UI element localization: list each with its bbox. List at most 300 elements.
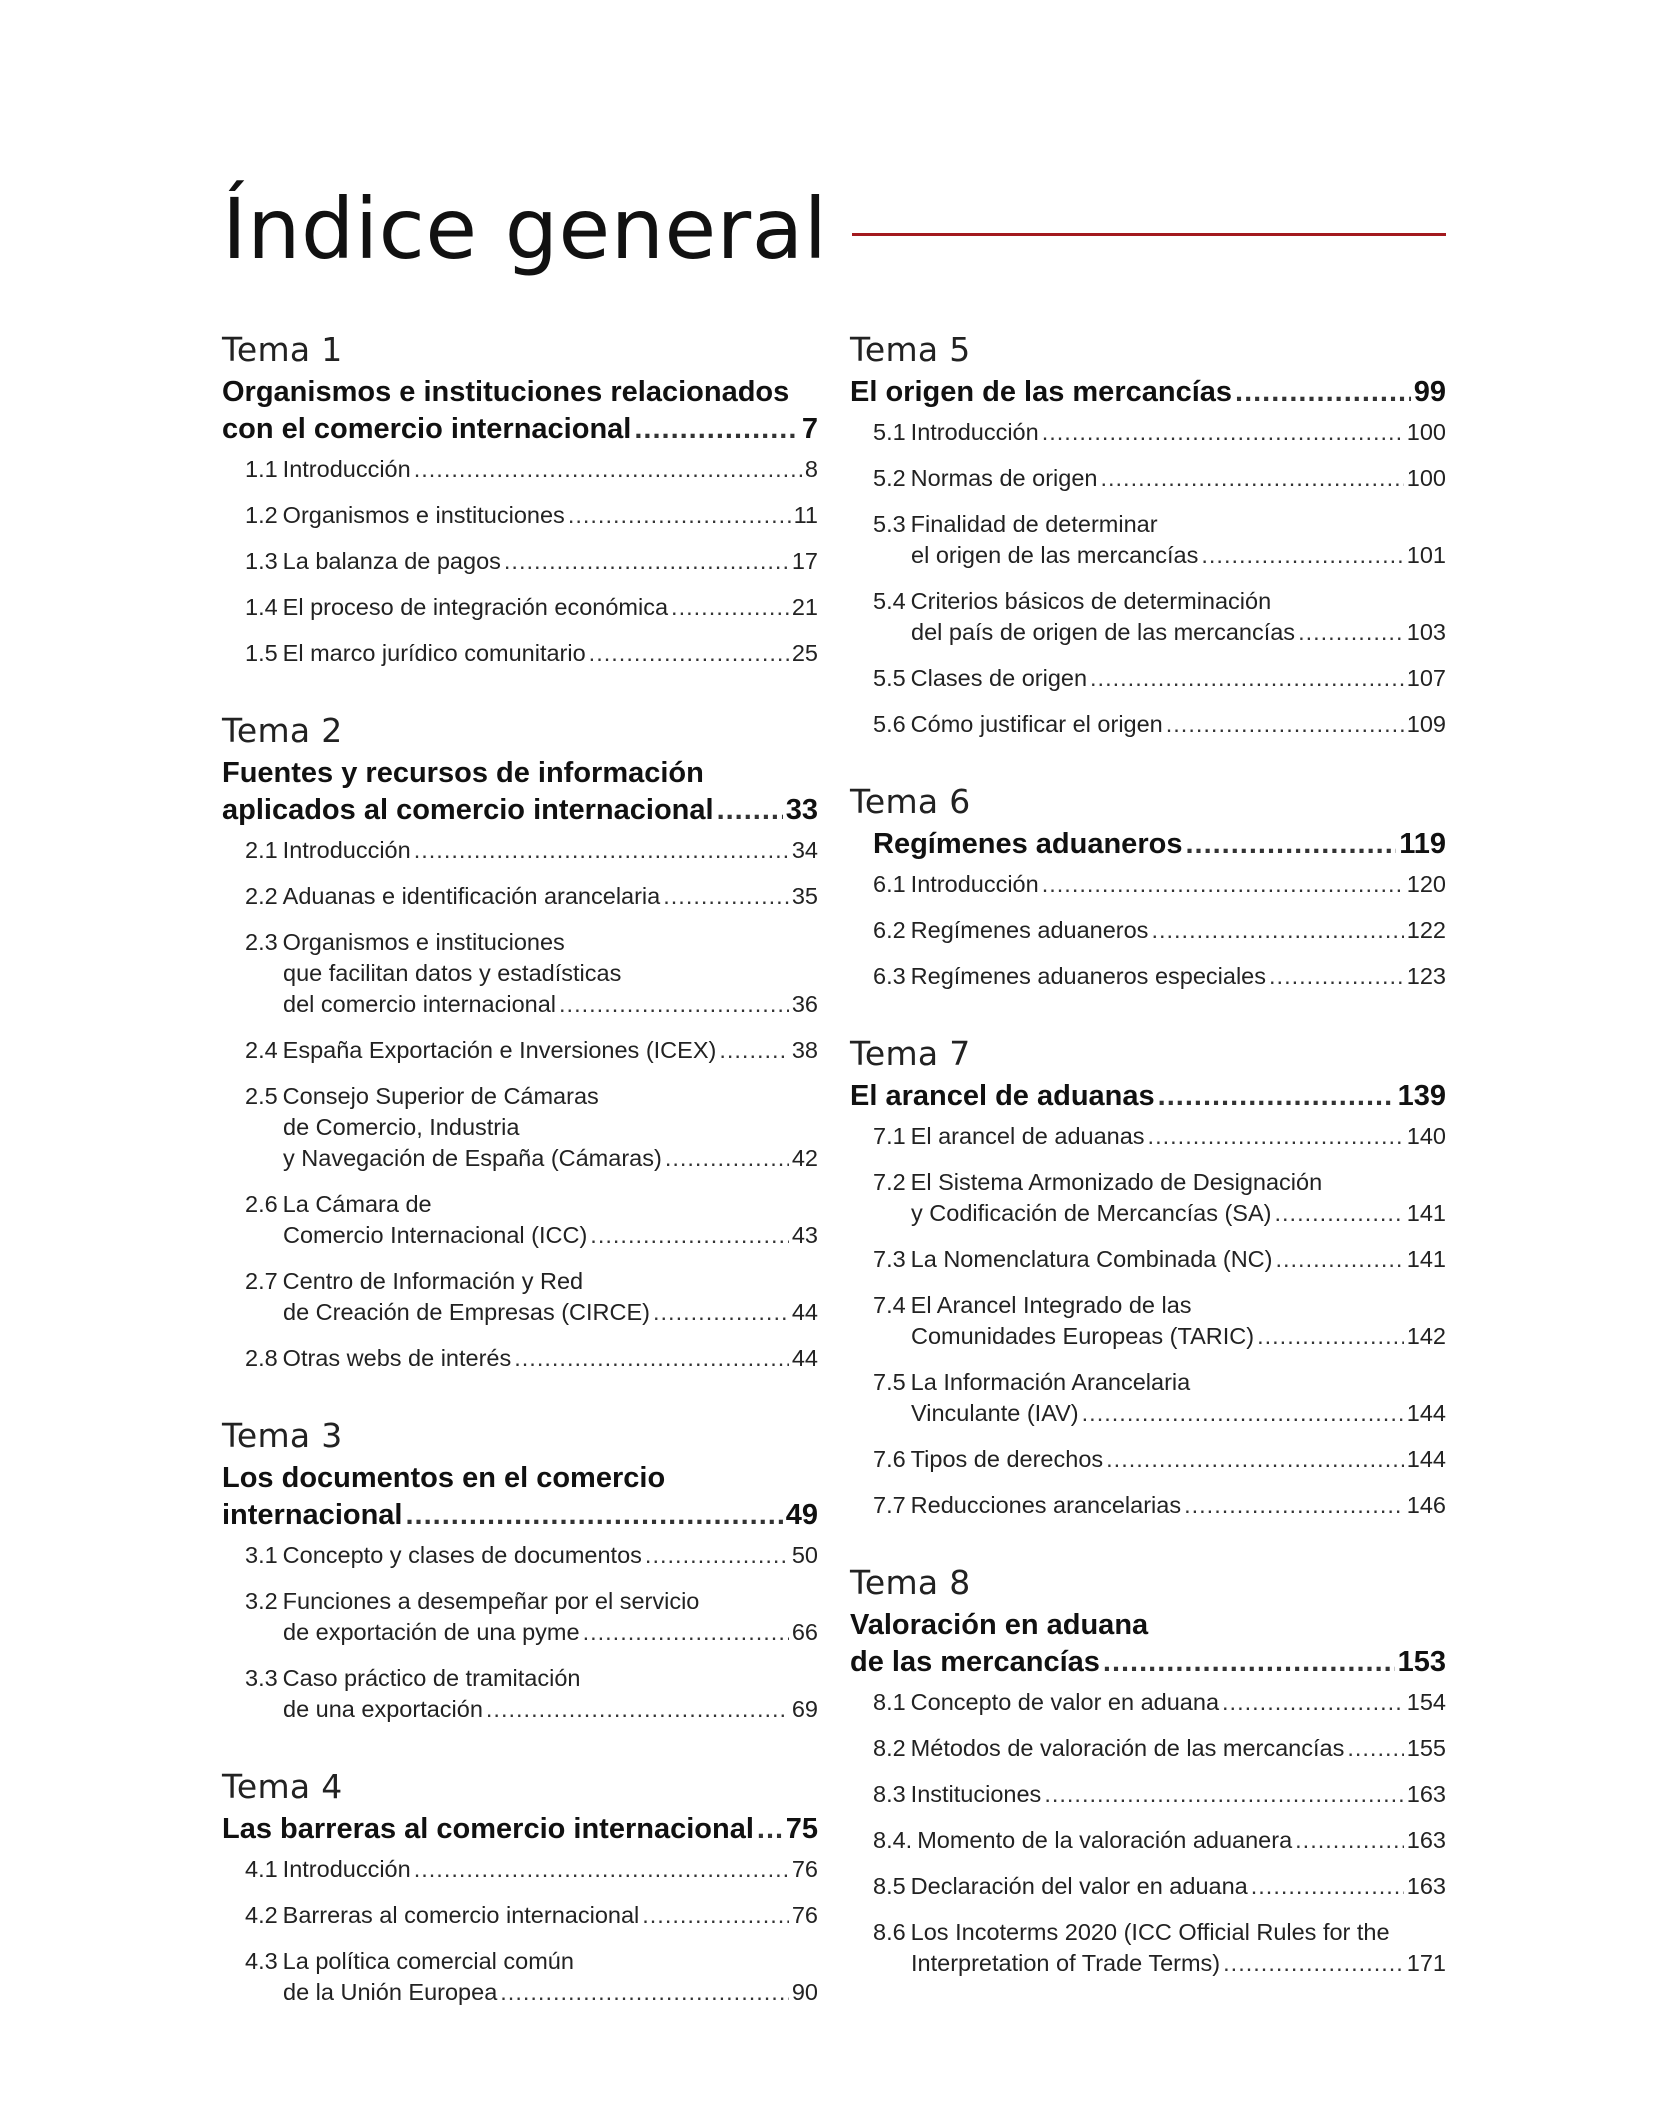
toc-entry-line <box>245 1663 818 1694</box>
toc-entry[interactable] <box>222 1343 818 1374</box>
toc-entry[interactable] <box>222 592 818 623</box>
entry-number: 1.4 <box>245 594 278 620</box>
entry-page-number: 146 <box>1406 1492 1446 1518</box>
dot-leader <box>1295 1825 1404 1856</box>
toc-entry[interactable] <box>850 1167 1446 1229</box>
dot-leader <box>486 1694 789 1725</box>
entry-page-number: 122 <box>1406 917 1446 943</box>
entry-number: 7.4 <box>873 1292 906 1318</box>
entry-page-number: 69 <box>791 1696 818 1722</box>
toc-entry[interactable] <box>222 1663 818 1725</box>
entry-page-number: 144 <box>1406 1400 1446 1426</box>
entry-page-number: 100 <box>1406 419 1446 445</box>
toc-entry-line <box>245 1297 818 1328</box>
section-title-line <box>222 792 818 829</box>
section-label: Tema 1 <box>222 330 343 369</box>
entry-text: Los Incoterms 2020 (ICC Official Rules for the <box>910 1919 1390 1945</box>
toc-entry-line <box>245 1189 818 1220</box>
entry-text: La política comercial común <box>282 1948 574 1974</box>
section-title-text: El arancel de aduanas <box>850 1080 1155 1112</box>
entry-number: 8.3 <box>873 1781 906 1807</box>
entry-text: La Nomenclatura Combinada (NC) <box>910 1246 1273 1272</box>
entry-text: que facilitan datos y estadísticas <box>283 960 622 986</box>
section-title-text: de las mercancías <box>850 1646 1100 1678</box>
dot-leader <box>634 411 799 448</box>
toc-column-left <box>222 330 818 2050</box>
entry-page-number: 36 <box>791 991 818 1017</box>
entry-text: Normas de origen <box>910 465 1098 491</box>
entry-text: de Creación de Empresas (CIRCE) <box>283 1299 650 1325</box>
entry-number: 3.3 <box>245 1665 278 1691</box>
dot-leader <box>1044 1779 1403 1810</box>
entry-page-number: 163 <box>1406 1873 1446 1899</box>
dot-leader <box>719 1035 789 1066</box>
entry-page-number: 141 <box>1406 1200 1446 1226</box>
entry-page-number: 120 <box>1406 871 1446 897</box>
toc-entry[interactable] <box>850 1779 1446 1810</box>
section-title[interactable] <box>222 374 818 448</box>
toc-entry-line <box>873 1121 1446 1152</box>
entry-number: 4.1 <box>245 1856 278 1882</box>
toc-entry[interactable] <box>850 1825 1446 1856</box>
entry-text: Introducción <box>282 837 411 863</box>
toc-entry-line <box>873 540 1446 571</box>
entry-text: de la Unión Europea <box>283 1979 498 2005</box>
entry-text: Centro de Información y Red <box>282 1268 584 1294</box>
toc-entry[interactable] <box>850 1490 1446 1521</box>
toc-section <box>222 1767 818 2008</box>
entry-page-number: 44 <box>791 1299 818 1325</box>
entry-text: y Navegación de España (Cámaras) <box>283 1145 662 1171</box>
section-title-line: Valoración en aduana <box>850 1609 1149 1641</box>
toc-entry-line <box>873 1167 1446 1198</box>
toc-entry[interactable] <box>222 881 818 912</box>
toc-entry[interactable] <box>850 417 1446 448</box>
dot-leader <box>1184 1490 1404 1521</box>
entry-text: de Comercio, Industria <box>283 1114 520 1140</box>
entry-number: 1.1 <box>245 456 278 482</box>
toc-entry-line <box>245 1977 818 2008</box>
dot-leader <box>653 1297 789 1328</box>
dot-leader <box>1223 1948 1404 1979</box>
entry-number: 8.4. <box>873 1827 913 1853</box>
toc-entry-line <box>245 1854 818 1885</box>
toc-entry[interactable] <box>222 1035 818 1066</box>
entry-text: Vinculante (IAV) <box>911 1400 1079 1426</box>
entry-number: 7.6 <box>873 1446 906 1472</box>
toc-entry[interactable] <box>222 1900 818 1931</box>
toc-entry-line <box>873 1733 1446 1764</box>
entry-page-number: 17 <box>791 548 818 574</box>
entry-page-number: 100 <box>1406 465 1446 491</box>
entry-page-number: 25 <box>791 640 818 666</box>
entry-number: 8.6 <box>873 1919 906 1945</box>
entry-text: La Cámara de <box>282 1191 432 1217</box>
dot-leader <box>1042 417 1404 448</box>
dot-leader <box>583 1617 789 1648</box>
toc-section <box>222 330 818 669</box>
toc-entry-line <box>245 592 818 623</box>
entry-text: Criterios básicos de determinación <box>910 588 1272 614</box>
section-title-text: El origen de las mercancías <box>850 376 1233 408</box>
toc-section <box>850 782 1446 992</box>
entry-page-number: 123 <box>1406 963 1446 989</box>
entry-text: Aduanas e identificación arancelaria <box>282 883 661 909</box>
entry-page-number: 21 <box>791 594 818 620</box>
toc-section <box>850 1563 1446 1979</box>
entry-text: Concepto y clases de documentos <box>282 1542 642 1568</box>
toc-entry-line <box>873 463 1446 494</box>
entry-page-number: 103 <box>1406 619 1446 645</box>
section-title-text: aplicados al comercio internacional <box>222 794 714 826</box>
entry-text: Métodos de valoración de las mercancías <box>910 1735 1345 1761</box>
toc-entry[interactable] <box>850 915 1446 946</box>
entry-number: 1.3 <box>245 548 278 574</box>
dot-leader <box>1347 1733 1403 1764</box>
section-title[interactable] <box>222 1460 818 1534</box>
dot-leader <box>568 500 791 531</box>
section-title-line <box>222 1811 818 1848</box>
dot-leader <box>514 1343 789 1374</box>
toc-entry-line <box>245 1900 818 1931</box>
entry-text: Instituciones <box>910 1781 1042 1807</box>
entry-text: Funciones a desempeñar por el servicio <box>282 1588 700 1614</box>
entry-number: 8.5 <box>873 1873 906 1899</box>
toc-entry-line <box>245 989 818 1020</box>
toc-entry-line <box>873 617 1446 648</box>
dot-leader <box>1100 463 1403 494</box>
entry-text: Caso práctico de tramitación <box>282 1665 581 1691</box>
toc-entry[interactable] <box>850 663 1446 694</box>
toc-entry-line <box>245 1266 818 1297</box>
entry-text: Otras webs de interés <box>282 1345 512 1371</box>
toc-entry[interactable] <box>222 1081 818 1174</box>
toc-entry[interactable] <box>222 546 818 577</box>
toc-entry-line <box>873 1398 1446 1429</box>
entry-number: 2.1 <box>245 837 278 863</box>
dot-leader <box>1251 1871 1404 1902</box>
toc-entry[interactable] <box>850 1367 1446 1429</box>
entry-text: España Exportación e Inversiones (ICEX) <box>282 1037 717 1063</box>
section-title-text: Regímenes aduaneros <box>873 828 1183 860</box>
toc-entry[interactable] <box>222 1946 818 2008</box>
section-page-number: 119 <box>1399 828 1446 860</box>
entry-page-number: 42 <box>791 1145 818 1171</box>
entry-number: 1.5 <box>245 640 278 666</box>
entry-number: 5.3 <box>873 511 906 537</box>
section-title[interactable] <box>850 826 1446 863</box>
entry-number: 4.2 <box>245 1902 278 1928</box>
entry-page-number: 107 <box>1406 665 1446 691</box>
entry-page-number: 163 <box>1406 1781 1446 1807</box>
dot-leader <box>1298 617 1404 648</box>
toc-entry-line <box>873 1779 1446 1810</box>
entry-page-number: 50 <box>791 1542 818 1568</box>
entry-text: Regímenes aduaneros especiales <box>910 963 1267 989</box>
dot-leader <box>1042 869 1404 900</box>
dot-leader <box>1275 1244 1403 1275</box>
section-page-number: 33 <box>785 794 818 826</box>
entry-number: 8.1 <box>873 1689 906 1715</box>
entry-number: 7.7 <box>873 1492 906 1518</box>
entry-page-number: 142 <box>1406 1323 1446 1349</box>
toc-entry[interactable] <box>222 1189 818 1251</box>
toc-entry[interactable] <box>222 1854 818 1885</box>
entry-page-number: 163 <box>1406 1827 1446 1853</box>
entry-text: del país de origen de las mercancías <box>911 619 1296 645</box>
entry-text: Concepto de valor en aduana <box>910 1689 1220 1715</box>
entry-text: Organismos e instituciones <box>282 929 565 955</box>
dot-leader <box>589 638 789 669</box>
toc-entry-line <box>873 417 1446 448</box>
section-label: Tema 8 <box>850 1563 971 1602</box>
section-title[interactable] <box>222 1811 818 1848</box>
entry-number: 6.3 <box>873 963 906 989</box>
section-title[interactable] <box>850 1078 1446 1115</box>
section-page-number: 7 <box>801 413 818 445</box>
section-title-line: Fuentes y recursos de información <box>222 757 704 789</box>
toc-entry-line <box>873 1367 1446 1398</box>
toc-entry-line <box>245 1220 818 1251</box>
entry-page-number: 44 <box>791 1345 818 1371</box>
dot-leader <box>414 1854 789 1885</box>
toc-entry[interactable] <box>850 1290 1446 1352</box>
dot-leader <box>642 1900 789 1931</box>
entry-page-number: 144 <box>1406 1446 1446 1472</box>
entry-text: Tipos de derechos <box>910 1446 1104 1472</box>
section-title-line <box>850 374 1446 411</box>
dot-leader <box>406 1497 783 1534</box>
toc-entry-line <box>873 509 1446 540</box>
toc-entry[interactable] <box>850 463 1446 494</box>
dot-leader <box>559 989 789 1020</box>
toc-entry-line <box>245 454 818 485</box>
dot-leader <box>1151 915 1403 946</box>
entry-number: 2.6 <box>245 1191 278 1217</box>
entry-number: 6.1 <box>873 871 906 897</box>
entry-number: 2.4 <box>245 1037 278 1063</box>
entry-number: 2.2 <box>245 883 278 909</box>
toc-entry-line <box>245 927 818 958</box>
entry-text: Organismos e instituciones <box>282 502 565 528</box>
section-title[interactable] <box>222 755 818 829</box>
entry-number: 4.3 <box>245 1948 278 1974</box>
toc-entry-line <box>245 1112 818 1143</box>
toc-entry-line <box>245 1586 818 1617</box>
entry-text: Comercio Internacional (ICC) <box>283 1222 588 1248</box>
dot-leader <box>645 1540 789 1571</box>
entry-page-number: 109 <box>1406 711 1446 737</box>
dot-leader <box>1185 826 1396 863</box>
dot-leader <box>671 592 789 623</box>
toc-entry-line <box>873 1825 1446 1856</box>
section-title-text: internacional <box>222 1499 403 1531</box>
section-page-number: 153 <box>1397 1646 1446 1678</box>
entry-number: 1.2 <box>245 502 278 528</box>
toc-entry[interactable] <box>850 709 1446 740</box>
dot-leader <box>1158 1078 1395 1115</box>
entry-page-number: 171 <box>1406 1950 1446 1976</box>
entry-text: El Arancel Integrado de las <box>910 1292 1192 1318</box>
entry-text: Interpretation of Trade Terms) <box>911 1950 1221 1976</box>
entry-number: 3.1 <box>245 1542 278 1568</box>
entry-text: Introducción <box>910 871 1039 897</box>
toc-entry[interactable] <box>222 1266 818 1328</box>
dot-leader <box>663 881 789 912</box>
entry-text: El Sistema Armonizado de Designación <box>910 1169 1323 1195</box>
dot-leader <box>1274 1198 1403 1229</box>
entry-number: 5.1 <box>873 419 906 445</box>
section-title-line <box>850 1078 1446 1115</box>
section-title-line: Organismos e instituciones relacionados <box>222 376 790 408</box>
entry-page-number: 141 <box>1406 1246 1446 1272</box>
dot-leader <box>1106 1444 1404 1475</box>
toc-entry[interactable] <box>222 500 818 531</box>
toc-section <box>850 330 1446 740</box>
entry-text: Declaración del valor en aduana <box>910 1873 1248 1899</box>
entry-number: 3.2 <box>245 1588 278 1614</box>
dot-leader <box>504 546 789 577</box>
toc-entry-line <box>245 1694 818 1725</box>
entry-page-number: 155 <box>1406 1735 1446 1761</box>
toc-entry-line <box>873 663 1446 694</box>
entry-text: Introducción <box>910 419 1039 445</box>
toc-entry-line <box>873 1917 1446 1948</box>
toc-entry[interactable] <box>222 454 818 485</box>
entry-number: 5.5 <box>873 665 906 691</box>
entry-page-number: 101 <box>1406 542 1446 568</box>
entry-page-number: 140 <box>1406 1123 1446 1149</box>
section-label: Tema 7 <box>850 1034 971 1073</box>
entry-text: La Información Arancelaria <box>910 1369 1191 1395</box>
toc-column-right <box>850 330 1446 2021</box>
entry-text: y Codificación de Mercancías (SA) <box>911 1200 1272 1226</box>
entry-page-number: 76 <box>791 1856 818 1882</box>
toc-entry[interactable] <box>850 1244 1446 1275</box>
section-title-text: con el comercio internacional <box>222 413 632 445</box>
dot-leader <box>1082 1398 1404 1429</box>
section-label: Tema 4 <box>222 1767 343 1806</box>
dot-leader <box>717 792 783 829</box>
entry-number: 6.2 <box>873 917 906 943</box>
section-label: Tema 3 <box>222 1416 343 1455</box>
entry-number: 7.2 <box>873 1169 906 1195</box>
toc-entry[interactable] <box>850 586 1446 648</box>
toc-entry[interactable] <box>850 509 1446 571</box>
toc-section <box>222 1416 818 1725</box>
entry-number: 8.2 <box>873 1735 906 1761</box>
entry-page-number: 35 <box>791 883 818 909</box>
entry-text: de exportación de una pyme <box>283 1619 580 1645</box>
dot-leader <box>1148 1121 1404 1152</box>
entry-text: Comunidades Europeas (TARIC) <box>911 1323 1255 1349</box>
toc-entry-line <box>245 1343 818 1374</box>
entry-text: El arancel de aduanas <box>910 1123 1145 1149</box>
toc-entry-line <box>873 1198 1446 1229</box>
toc-entry[interactable] <box>222 1586 818 1648</box>
toc-entry[interactable] <box>850 1687 1446 1718</box>
entry-page-number: 8 <box>804 456 818 482</box>
entry-text: Regímenes aduaneros <box>910 917 1149 943</box>
toc-entry[interactable] <box>222 835 818 866</box>
entry-text: Reducciones arancelarias <box>910 1492 1182 1518</box>
dot-leader <box>665 1143 789 1174</box>
toc-entry-line <box>245 1946 818 1977</box>
section-title-line <box>222 411 818 448</box>
toc-entry-line <box>245 1617 818 1648</box>
title-rule <box>852 233 1447 236</box>
entry-page-number: 66 <box>791 1619 818 1645</box>
toc-entry[interactable] <box>222 927 818 1020</box>
toc-entry-line <box>245 1540 818 1571</box>
entry-text: Introducción <box>282 456 411 482</box>
entry-text: El proceso de integración económica <box>282 594 669 620</box>
toc-entry[interactable] <box>850 1733 1446 1764</box>
entry-text: el origen de las mercancías <box>911 542 1199 568</box>
section-page-number: 49 <box>785 1499 818 1531</box>
toc-entry-line <box>245 881 818 912</box>
toc-entry-line <box>245 1035 818 1066</box>
dot-leader <box>1201 540 1403 571</box>
section-page-number: 99 <box>1413 376 1446 408</box>
toc-entry[interactable] <box>850 1871 1446 1902</box>
toc-entry-line <box>873 586 1446 617</box>
toc-entry[interactable] <box>850 1121 1446 1152</box>
toc-entry-line <box>873 1871 1446 1902</box>
section-title-line <box>850 1644 1446 1681</box>
toc-entry-line <box>245 500 818 531</box>
entry-page-number: 38 <box>791 1037 818 1063</box>
entry-text: Clases de origen <box>910 665 1088 691</box>
entry-page-number: 43 <box>791 1222 818 1248</box>
section-label: Tema 5 <box>850 330 971 369</box>
dot-leader <box>1257 1321 1404 1352</box>
toc-entry-line <box>873 1948 1446 1979</box>
entry-number: 5.2 <box>873 465 906 491</box>
title-row <box>222 180 1446 278</box>
dot-leader <box>414 454 802 485</box>
entry-number: 2.3 <box>245 929 278 955</box>
entry-text: La balanza de pagos <box>282 548 501 574</box>
entry-text: El marco jurídico comunitario <box>282 640 586 666</box>
dot-leader <box>1222 1687 1404 1718</box>
toc-entry[interactable] <box>850 961 1446 992</box>
entry-number: 2.5 <box>245 1083 278 1109</box>
dot-leader <box>1166 709 1404 740</box>
section-title[interactable] <box>850 1607 1446 1681</box>
section-title-text: Las barreras al comercio internacional <box>222 1813 754 1845</box>
entry-text: Cómo justificar el origen <box>910 711 1163 737</box>
toc-entry[interactable] <box>850 869 1446 900</box>
toc-entry-line <box>873 869 1446 900</box>
toc-entry[interactable] <box>850 1444 1446 1475</box>
toc-entry[interactable] <box>222 638 818 669</box>
dot-leader <box>500 1977 789 2008</box>
section-title[interactable] <box>850 374 1446 411</box>
entry-page-number: 90 <box>791 1979 818 2005</box>
section-page-number: 75 <box>785 1813 818 1845</box>
toc-entry[interactable] <box>222 1540 818 1571</box>
toc-entry[interactable] <box>850 1917 1446 1979</box>
entry-number: 5.4 <box>873 588 906 614</box>
page-title: Índice general <box>222 180 828 278</box>
section-label: Tema 2 <box>222 711 343 750</box>
dot-leader <box>1235 374 1411 411</box>
toc-entry-line <box>873 1244 1446 1275</box>
entry-page-number: 34 <box>791 837 818 863</box>
toc-entry-line <box>873 961 1446 992</box>
toc-section <box>850 1034 1446 1521</box>
